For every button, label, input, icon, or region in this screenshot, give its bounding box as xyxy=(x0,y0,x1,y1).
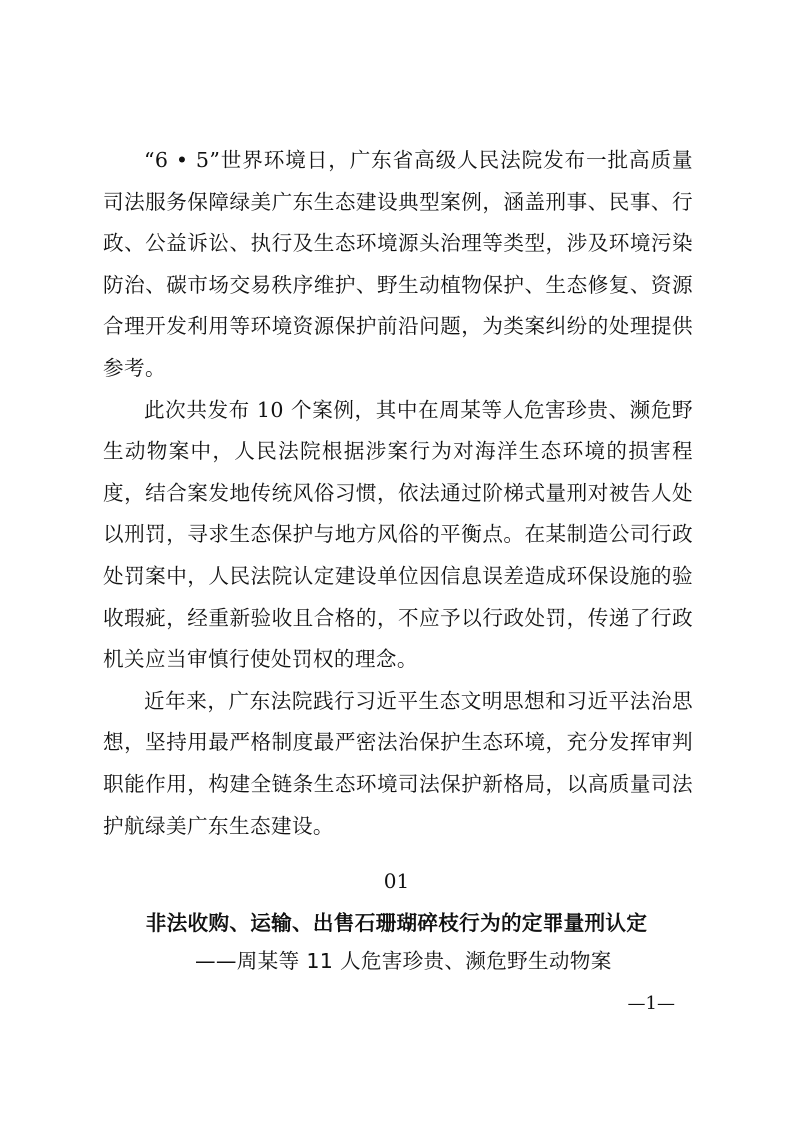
paragraph-recent: 近年来，广东法院践行习近平生态文明思想和习近平法治思想，坚持用最严格制度最严密法治保护生态环境，充分发挥审判职能作用，构建全链条生态环境司法保护新格局，以高质量司法护航绿美广东生态建设。 xyxy=(103,688,693,838)
paragraph-intro: “6 • 5”世界环境日，广东省高级人民法院发布一批高质量司法服务保障绿美广东生态建设典型案例，涵盖刑事、民事、行政、公益诉讼、执行及生态环境源头治理等类型，涉及环境污染防治、碳市场交易秩序维护、野生动植物保护、生态修复、资源合理开发利用等环境资源保护前沿问题，为类案纠纷的处理提供参考。 xyxy=(103,148,693,380)
section-title: 非法收购、运输、出售石珊瑚碎枝行为的定罪量刑认定 xyxy=(145,911,648,935)
section-number: 01 xyxy=(383,869,410,893)
page-number: —1— xyxy=(627,993,675,1014)
paragraph-cases: 此次共发布 10 个案例，其中在周某等人危害珍贵、濒危野生动物案中，人民法院根据涉案行为对海洋生态环境的损害程度，结合案发地传统风俗习惯，依法通过阶梯式量刑对被告人处以刑罚，寻求生态保护与地方风俗的平衡点。在某制造公司行政处罚案中，人民法院认定建设单位因信息误差造成环保设施的验收瑕疵，经重新验收且合格的，不应予以行政处罚，传递了行政机关应当审慎行使处罚权的理念。 xyxy=(103,397,693,672)
body-text xyxy=(103,140,693,847)
section-subtitle: ——周某等 11 人危害珍贵、濒危野生动物案 xyxy=(195,949,612,973)
